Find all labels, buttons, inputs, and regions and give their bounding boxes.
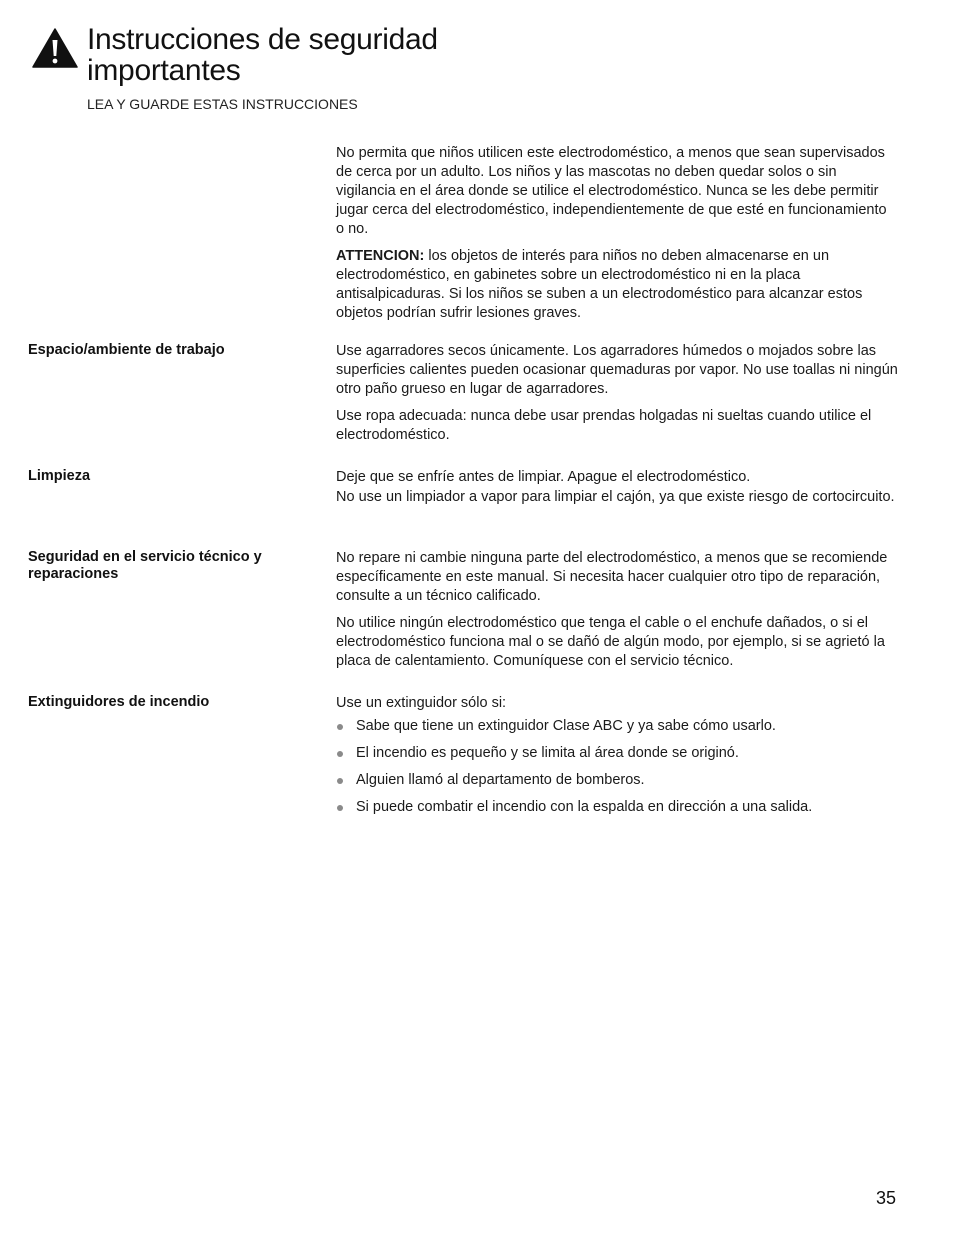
bullet-icon (337, 805, 343, 811)
service-paragraph-1: No repare ni cambie ninguna parte del electrodoméstico, a menos que se recomiende específicamente en este manual. Si necesita hacer cualquier otro tipo de reparación, consulte a un técnico calificado. (336, 550, 888, 604)
page-title (87, 24, 607, 86)
list-item (336, 717, 898, 736)
workspace-paragraph-1: Use agarradores secos únicamente. Los agarradores húmedos o mojados sobre las superficies calientes pueden ocasionar quemaduras por vapor. No use toallas ni ningún otro paño grueso en lugar de agarradores. (336, 343, 898, 397)
list-item-text: Si puede combatir el incendio con la espalda en dirección a una salida. (356, 799, 813, 815)
section-label-workspace: Espacio/ambiente de trabajo (28, 342, 225, 358)
workspace-body (336, 342, 898, 445)
attention-text: los objetos de interés para niños no deben almacenarse en un electrodoméstico, en gabinetes sobre un electrodoméstico ni en la placa antisalpicaduras. Si los niños se suben a un electrodoméstico para alcanzar estos objetos podrían sufrir lesiones graves. (336, 248, 863, 321)
list-item (336, 798, 898, 817)
extinguishers-body (336, 694, 898, 825)
section-label-cleaning: Limpieza (28, 468, 91, 484)
attention-lead: ATTENCION: (336, 248, 425, 264)
bullet-icon (337, 724, 343, 730)
cleaning-body (336, 468, 898, 507)
section-label-extinguishers: Extinguidores de incendio (28, 694, 210, 710)
extinguishers-list (336, 717, 898, 817)
intro-body (336, 144, 898, 323)
intro-paragraph-2 (336, 247, 898, 323)
service-paragraph-2: No utilice ningún electrodoméstico que tenga el cable o el enchufe dañados, o si el electrodoméstico funciona mal o se dañó de algún modo, por ejemplo, si se agrietó la placa de calentamiento. Comuníquese con el servicio técnico. (336, 615, 885, 669)
intro-paragraph-1: No permita que niños utilicen este electrodoméstico, a menos que sean supervisados de cerca por un adulto. Los niños y las mascotas no deben quedar solos o sin vigilancia en el área donde se utilice el electrodoméstico. Nunca se les debe permitir jugar cerca del electrodoméstico, independientemente de que esté en funcionamiento o no. (336, 145, 887, 237)
service-body (336, 549, 898, 671)
warning-triangle-icon (32, 28, 78, 68)
list-item-text: Sabe que tiene un extinguidor Clase ABC y ya sabe cómo usarlo. (356, 718, 776, 734)
page-number: 35 (875, 1188, 896, 1208)
page-title-line2: importantes (87, 54, 241, 87)
extinguishers-paragraph-1: Use un extinguidor sólo si: (336, 695, 507, 711)
section-label-service: Seguridad en el servicio técnico y reparaciones (28, 549, 262, 582)
list-item (336, 771, 898, 790)
page-subtitle: LEA Y GUARDE ESTAS INSTRUCCIONES (87, 96, 358, 112)
workspace-paragraph-2: Use ropa adecuada: nunca debe usar prendas holgadas ni sueltas cuando utilice el electrodoméstico. (336, 408, 872, 443)
list-item-text: El incendio es pequeño y se limita al área donde se originó. (356, 745, 739, 761)
bullet-icon (337, 751, 343, 757)
page-title-line1: Instrucciones de seguridad (87, 23, 438, 56)
cleaning-paragraph-2: No use un limpiador a vapor para limpiar el cajón, ya que existe riesgo de cortocircuito. (336, 489, 895, 505)
cleaning-paragraph-1: Deje que se enfríe antes de limpiar. Apague el electrodoméstico. (336, 469, 751, 485)
bullet-icon (337, 778, 343, 784)
list-item (336, 744, 898, 763)
list-item-text: Alguien llamó al departamento de bomberos. (356, 772, 645, 788)
